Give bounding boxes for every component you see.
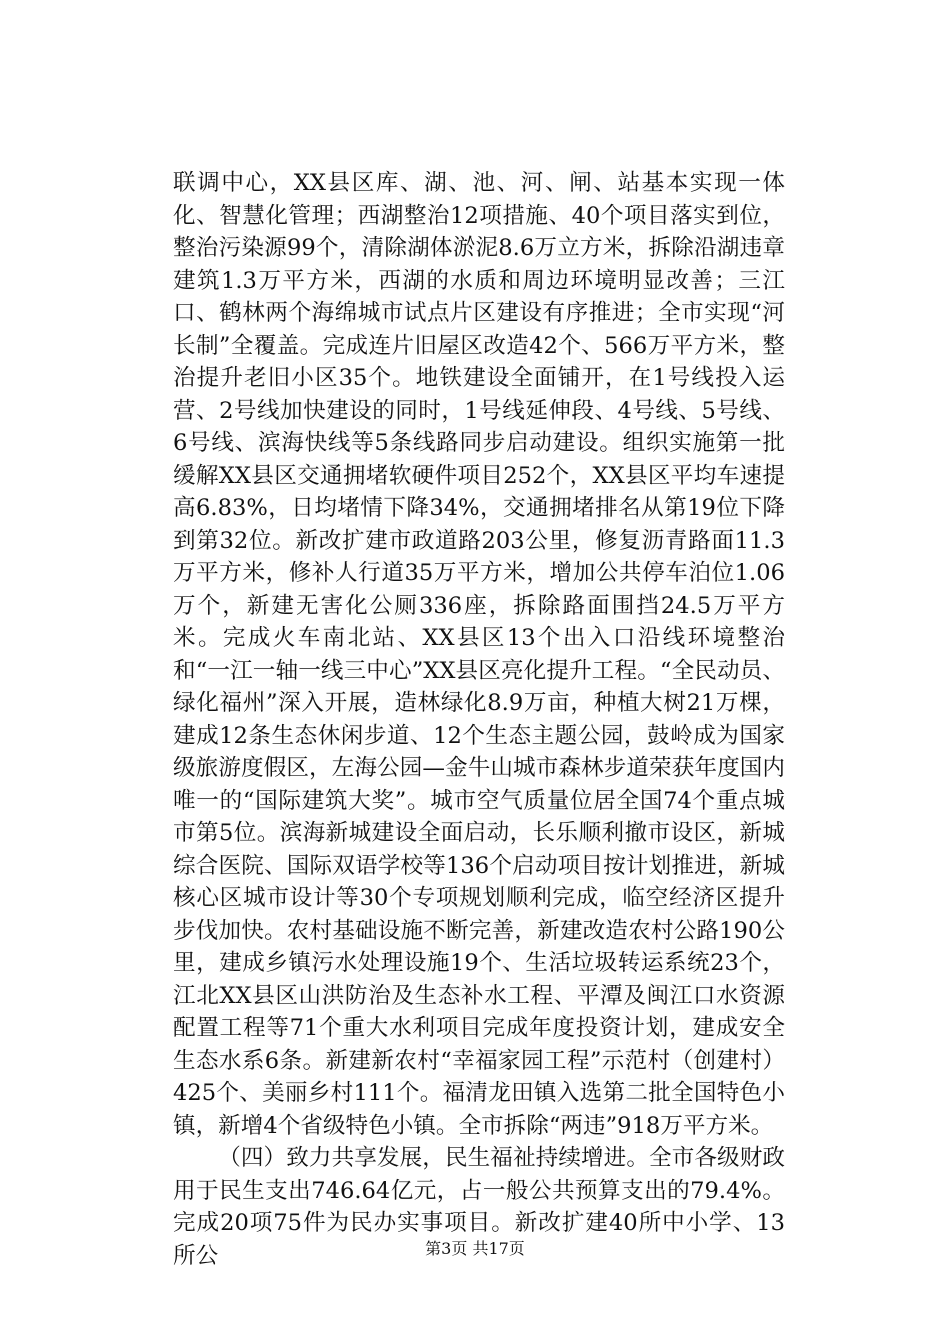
body-text	[173, 167, 785, 1272]
page-footer	[0, 1239, 950, 1259]
paragraph-continued: 联调中心，XX县区库、湖、池、河、闸、站基本实现一体化、智慧化管理；西湖整治12项措施、40个项目落实到位，整治污染源99个，清除湖体淤泥8.6万立方米，拆除沿湖违章建筑1.3万平方米，西湖的水质和周边环境明显改善；三江口、鹤林两个海绵城市试点片区建设有序推进；全市实现“河长制”全覆盖。完成连片旧屋区改造42个、566万平方米，整治提升老旧小区35个。地铁建设全面铺开，在1号线投入运营、2号线加快建设的同时，1号线延伸段、4号线、5号线、6号线、滨海快线等5条线路同步启动建设。组织实施第一批缓解XX县区交通拥堵软硬件项目252个，XX县区平均车速提高6.83%，日均堵情下降34%，交通拥堵排名从第19位下降到第32位。新改扩建市政道路203公里，修复沥青路面11.3万平方米，修补人行道35万平方米，增加公共停车泊位1.06万个，新建无害化公厕336座，拆除路面围挡24.5万平方米。完成火车南北站、XX县区13个出入口沿线环境整治和“一江一轴一线三中心”XX县区亮化提升工程。“全民动员、绿化福州”深入开展，造林绿化8.9万亩，种植大树21万棵，建成12条生态休闲步道、12个生态主题公园，鼓岭成为国家级旅游度假区，左海公园—金牛山城市森林步道荣获年度国内唯一的“国际建筑大奖”。城市空气质量位居全国74个重点城市第5位。滨海新城建设全面启动，长乐顺利撤市设区，新城综合医院、国际双语学校等136个启动项目按计划推进，新城核心区城市设计等30个专项规划顺利完成，临空经济区提升步伐加快。农村基础设施不断完善，新建改造农村公路190公里，建成乡镇污水处理设施19个、生活垃圾转运系统23个，江北XX县区山洪防治及生态补水工程、平潭及闽江口水资源配置工程等71个重大水利项目完成年度投资计划，建成安全生态水系6条。新建新农村“幸福家园工程”示范村（创建村）425个、美丽乡村111个。福清龙田镇入选第二批全国特色小镇，新增4个省级特色小镇。全市拆除“两违”918万平方米。	[173, 170, 785, 1139]
paragraph-section-four: （四）致力共享发展，民生福祉持续增进。全市各级财政用于民生支出746.64亿元，占一般公共预算支出的79.4%。完成20项75件为民办实事项目。新改扩建40所中小学、13所公	[173, 1145, 785, 1269]
page-number-label: 第3页 共17页	[425, 1239, 525, 1258]
